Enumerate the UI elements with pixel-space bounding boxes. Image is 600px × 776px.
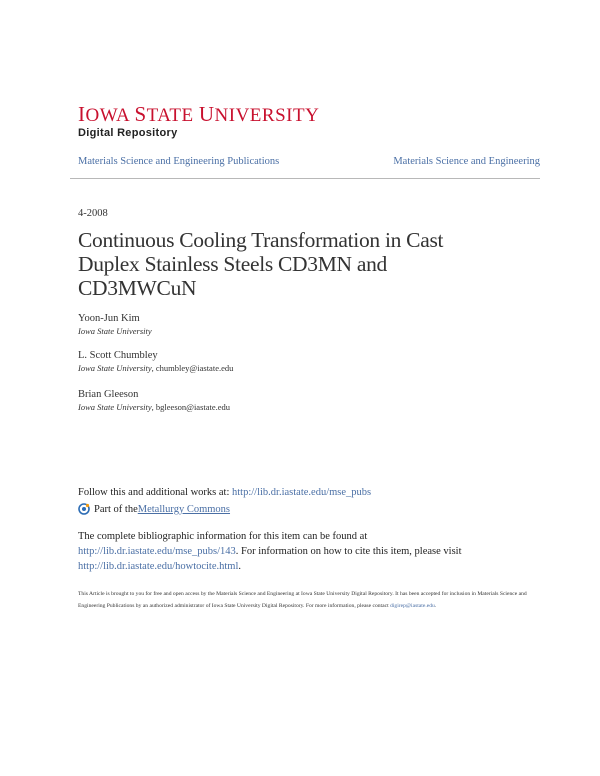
author-email: , bgleeson@iastate.edu <box>151 402 231 412</box>
metallurgy-commons-link[interactable]: Metallurgy Commons <box>137 503 231 515</box>
author-2 <box>78 350 233 373</box>
author-name: Yoon-Jun Kim <box>78 313 140 324</box>
author-1 <box>78 313 152 336</box>
department-link[interactable]: Materials Science and Engineering <box>393 156 540 167</box>
item-link[interactable]: http://lib.dr.iastate.edu/mse_pubs/143 <box>78 546 236 557</box>
digital-repository-label: Digital Repository <box>78 127 178 139</box>
commons-network-icon <box>78 503 90 515</box>
author-affiliation: Iowa State University, bgleeson@iastate.edu <box>78 402 231 412</box>
publications-link[interactable]: Materials Science and Engineering Publications <box>78 156 280 167</box>
publication-date: 4-2008 <box>78 208 108 219</box>
divider <box>70 178 540 179</box>
follow-line: Follow this and additional works at: http://lib.dr.iastate.edu/mse_pubs <box>78 487 372 498</box>
university-name: IOWA STATE UNIVERSITY <box>78 102 320 126</box>
contact-email-link[interactable]: digirep@iastate.edu <box>390 603 435 609</box>
university-logo <box>78 104 319 139</box>
author-email: , chumbley@iastate.edu <box>151 363 234 373</box>
author-affiliation: Iowa State University <box>78 326 152 336</box>
author-3 <box>78 389 230 412</box>
article-title: Continuous Cooling Transformation in Cast Duplex Stainless Steels CD3MN and CD3MWCuN <box>78 228 444 300</box>
howtocite-link[interactable]: http://lib.dr.iastate.edu/howtocite.html <box>78 561 239 572</box>
repository-notice: This Article is brought to you for free and open access by the Materials Science and Engineering at Iowa State University Digital Repository. It has been accepted for inclusion in Materials Science and Engineering Publications by an authorized administrator of Iowa State University Digital Repository. For more information, please contact digirep@iastate.edu. <box>78 591 527 609</box>
part-of-line: Part of the Metallurgy Commons <box>78 503 230 515</box>
author-affiliation: Iowa State University, chumbley@iastate.edu <box>78 363 234 373</box>
follow-link[interactable]: http://lib.dr.iastate.edu/mse_pubs <box>232 487 372 498</box>
author-name: L. Scott Chumbley <box>78 350 158 361</box>
bibliographic-info: The complete bibliographic information for this item can be found at http://lib.dr.iastate.edu/mse_pubs/143. For information on how to cite this item, please visit http://lib.dr.iastate.edu/howtocite.html. <box>78 531 462 572</box>
author-name: Brian Gleeson <box>78 389 139 400</box>
